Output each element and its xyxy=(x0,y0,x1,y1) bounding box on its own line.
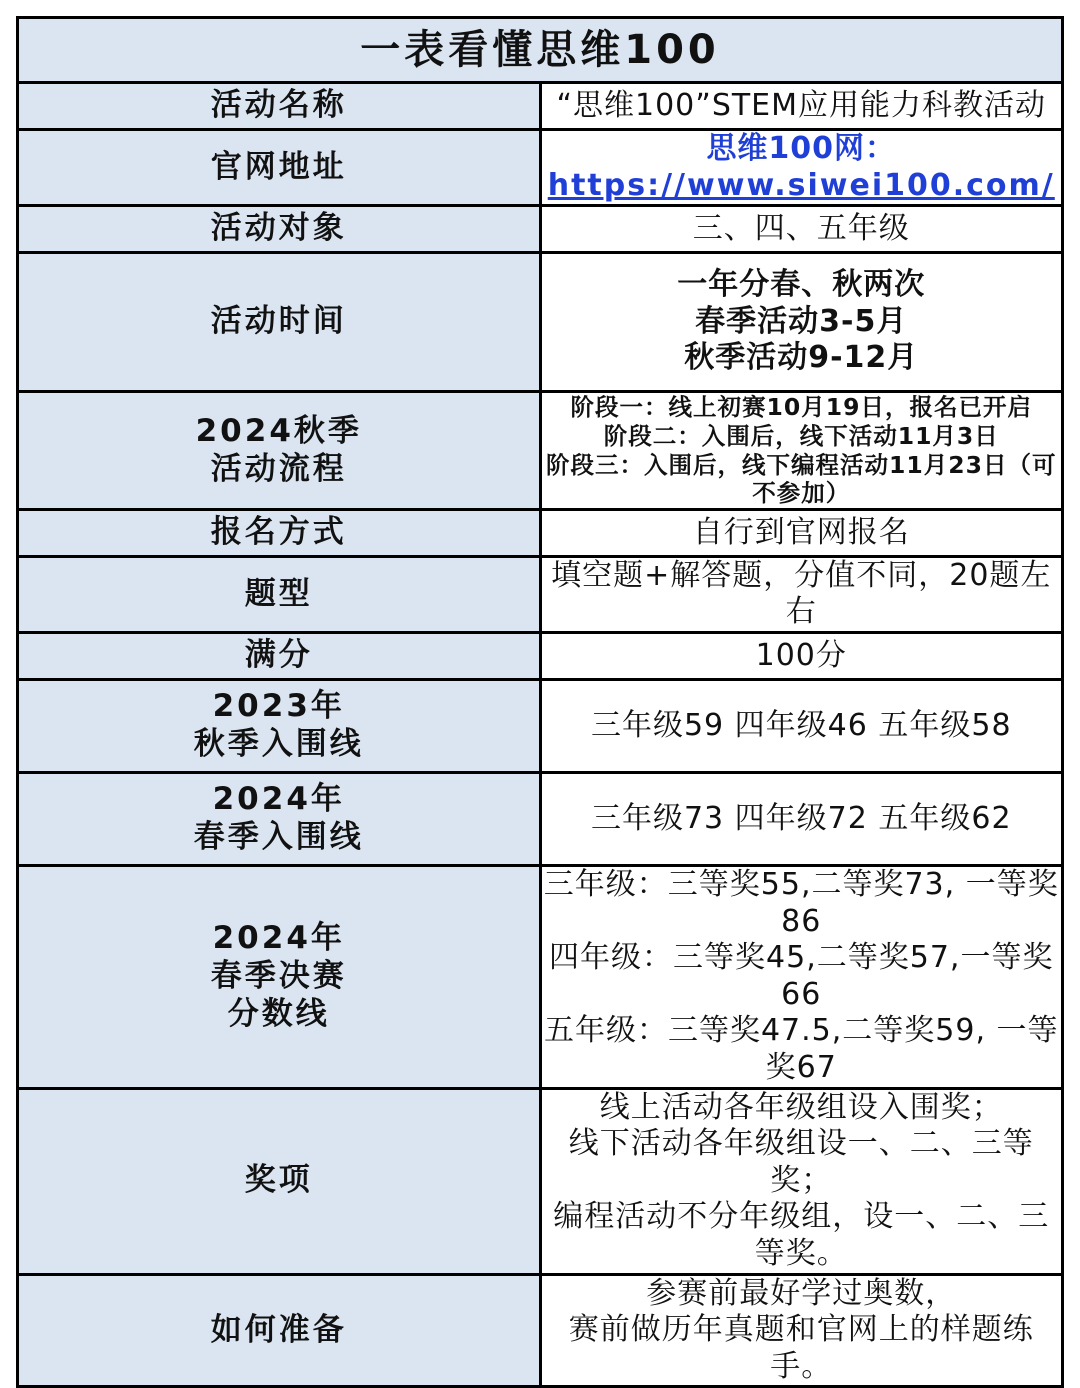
table-row xyxy=(18,392,1063,510)
table-row xyxy=(18,83,1063,130)
awards-line: 线上活动各年级组设入围奖； xyxy=(599,1089,1003,1125)
website-link[interactable]: https://www.siwei100.com/ xyxy=(547,167,1055,203)
flow-stage-line: 阶段三：入围后，线下编程活动11月23日（可不参加） xyxy=(546,450,1057,508)
cut-2023-label-line: 秋季入围线 xyxy=(193,726,364,762)
row-label-target: 活动对象 xyxy=(18,206,541,253)
final-2024-label-line: 分数线 xyxy=(227,995,330,1032)
row-label-activity-name: 活动名称 xyxy=(18,83,541,130)
row-label-final-2024 xyxy=(18,866,541,1089)
time-line: 一年分春、秋两次 xyxy=(677,267,926,303)
row-label-cut-2023 xyxy=(18,680,541,773)
target-value: 三、四、五年级 xyxy=(540,206,1063,253)
website-name: 思维100网： xyxy=(706,131,897,166)
row-label-time: 活动时间 xyxy=(18,253,541,392)
table-row xyxy=(18,773,1063,866)
cut-2024-value: 三年级73 四年级72 五年级62 xyxy=(540,773,1063,866)
table-title: 一表看懂思维100 xyxy=(18,18,1063,83)
time-line: 春季活动3-5月 xyxy=(695,303,908,339)
awards-cell xyxy=(540,1088,1063,1274)
row-label-fullscore: 满分 xyxy=(18,633,541,680)
cut-2023-value: 三年级59 四年级46 五年级58 xyxy=(540,680,1063,773)
final-score-line: 五年级：三等奖47.5,二等奖59, 一等奖67 xyxy=(543,1013,1059,1085)
prepare-line: 参赛前最好学过奥数， xyxy=(646,1275,957,1311)
awards-line: 线下活动各年级组设一、二、三等奖； xyxy=(568,1126,1034,1198)
flow-label-line: 活动流程 xyxy=(210,450,347,487)
row-label-prepare: 如何准备 xyxy=(18,1274,541,1387)
table-row xyxy=(18,206,1063,253)
flow-stage-line: 阶段一：线上初赛10月19日，报名已开启 xyxy=(570,393,1032,422)
row-label-signup: 报名方式 xyxy=(18,509,541,556)
prepare-line: 赛前做历年真题和官网上的样题练手。 xyxy=(568,1312,1034,1384)
fullscore-value: 100分 xyxy=(540,633,1063,680)
time-cell xyxy=(540,253,1063,392)
website-cell xyxy=(540,130,1063,206)
activity-name-value: “思维100”STEM应用能力科教活动 xyxy=(540,83,1063,130)
row-label-website: 官网地址 xyxy=(18,130,541,206)
table-row xyxy=(18,1088,1063,1274)
final-2024-cell xyxy=(540,866,1063,1089)
info-table xyxy=(16,16,1064,1388)
final-score-line: 四年级：三等奖45,二等奖57,一等奖66 xyxy=(549,940,1054,1012)
row-label-awards: 奖项 xyxy=(18,1088,541,1274)
table-row xyxy=(18,509,1063,556)
prepare-cell xyxy=(540,1274,1063,1387)
format-value: 填空题+解答题，分值不同，20题左右 xyxy=(540,556,1063,632)
table-row xyxy=(18,1274,1063,1387)
row-label-cut-2024 xyxy=(18,773,541,866)
flow-stage-line: 阶段二：入围后，线下活动11月3日 xyxy=(603,421,999,450)
cut-2023-label-line: 2023年 xyxy=(212,688,345,725)
row-label-format: 题型 xyxy=(18,556,541,632)
info-sheet xyxy=(16,16,1064,1384)
table-row xyxy=(18,130,1063,206)
cut-2024-label-line: 2024年 xyxy=(212,781,345,818)
signup-value: 自行到官网报名 xyxy=(540,509,1063,556)
flow-label-line: 2024秋季 xyxy=(195,412,362,449)
table-row xyxy=(18,866,1063,1089)
time-line: 秋季活动9-12月 xyxy=(684,340,919,376)
awards-line: 编程活动不分年级组，设一、二、三等奖。 xyxy=(553,1199,1050,1271)
title-row xyxy=(18,18,1063,83)
cut-2024-label-line: 春季入围线 xyxy=(193,819,364,855)
final-2024-label-line: 2024年 xyxy=(212,920,345,957)
table-row xyxy=(18,253,1063,392)
table-row xyxy=(18,680,1063,773)
final-2024-label-line: 春季决赛 xyxy=(210,957,347,994)
flow-cell xyxy=(540,392,1063,510)
final-score-line: 三年级：三等奖55,二等奖73, 一等奖86 xyxy=(543,867,1059,939)
table-row xyxy=(18,556,1063,632)
row-label-flow xyxy=(18,392,541,510)
table-row xyxy=(18,633,1063,680)
